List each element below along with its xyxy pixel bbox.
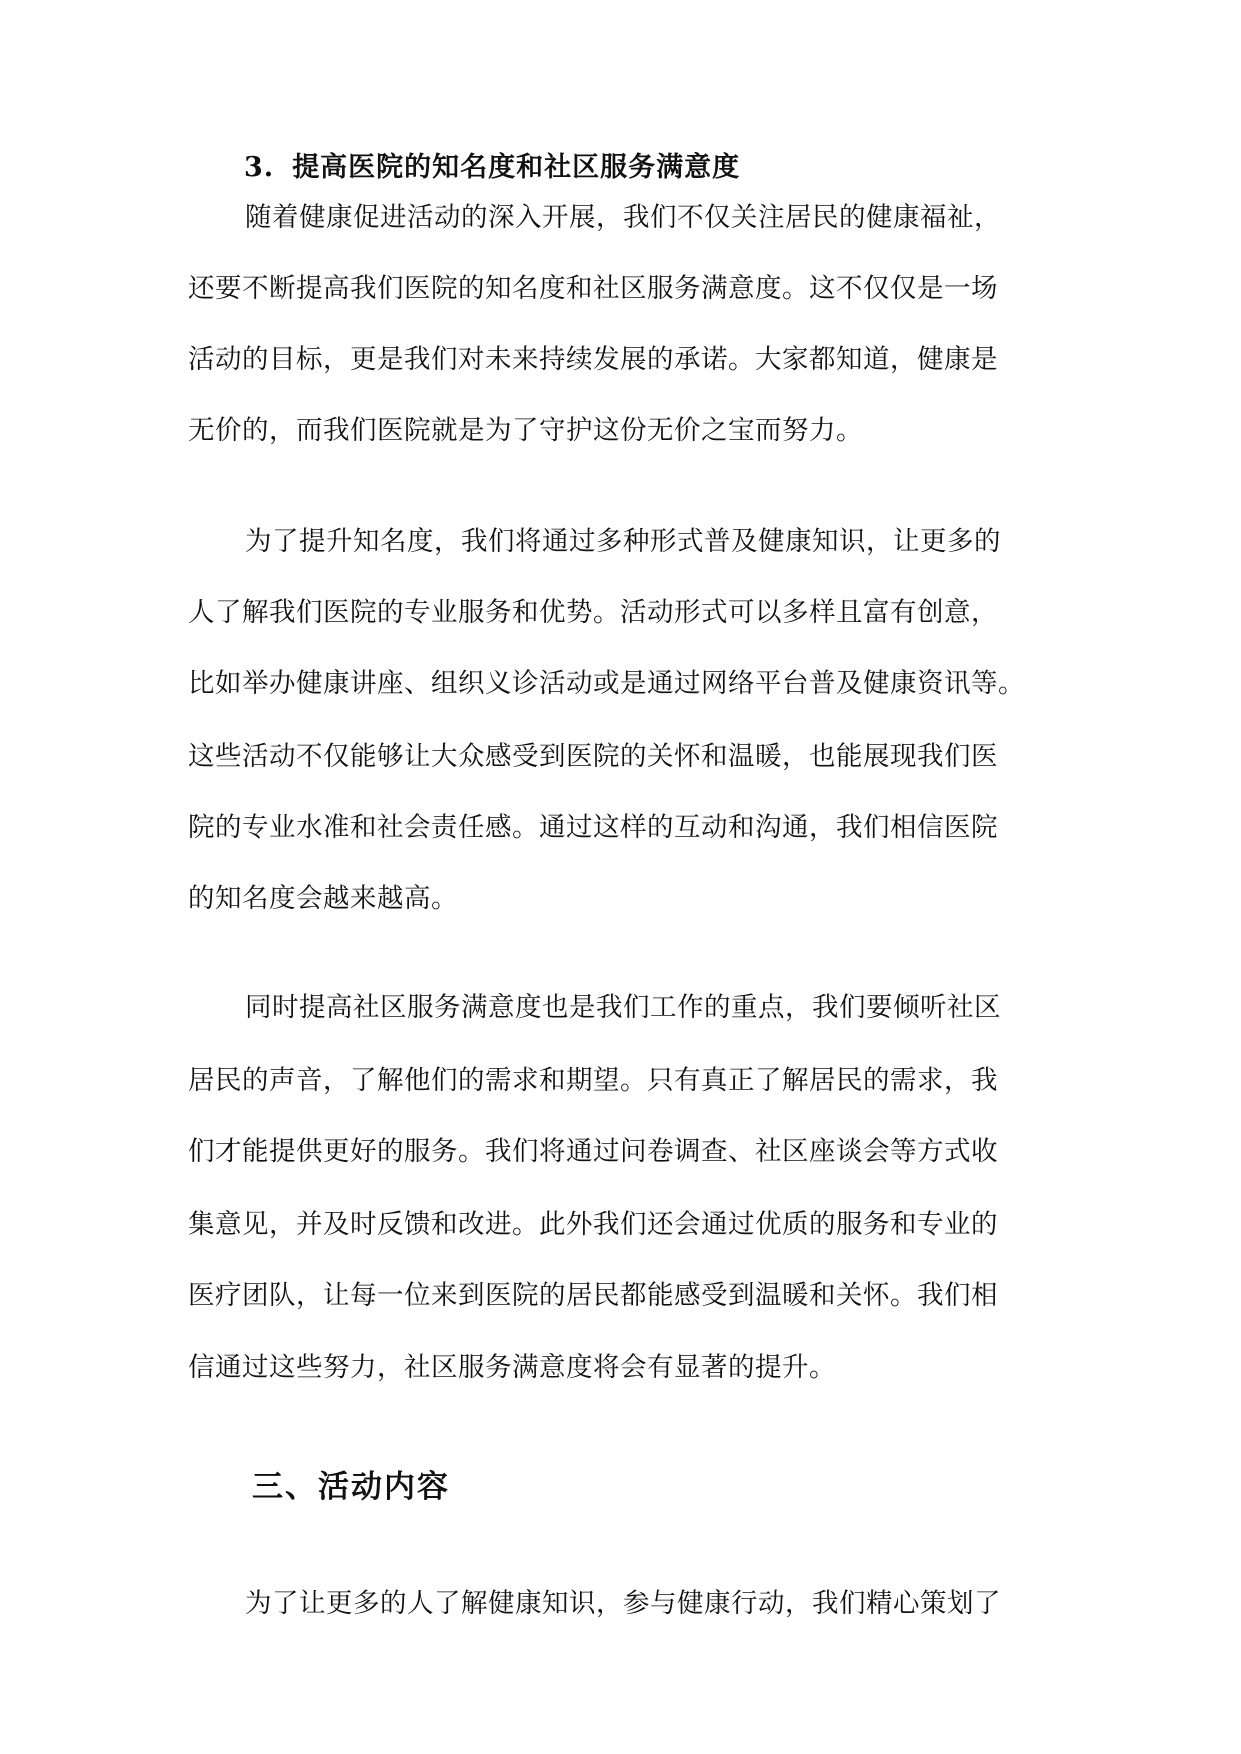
paragraph-line: 人了解我们医院的专业服务和优势。活动形式可以多样且富有创意，	[188, 597, 998, 628]
paragraph-line: 医疗团队，让每一位来到医院的居民都能感受到温暖和关怀。我们相	[188, 1280, 998, 1311]
subheading-number: 3.	[244, 152, 275, 183]
paragraph-line: 同时提高社区服务满意度也是我们工作的重点，我们要倾听社区	[245, 992, 1001, 1023]
section-heading: 三、活动内容	[252, 1469, 450, 1505]
paragraph-line: 的知名度会越来越高。	[188, 883, 458, 914]
paragraph-line: 比如举办健康讲座、组织义诊活动或是通过网络平台普及健康资讯等。	[188, 668, 1025, 699]
paragraph-line: 活动的目标，更是我们对未来持续发展的承诺。大家都知道，健康是	[188, 344, 998, 375]
paragraph-line: 集意见，并及时反馈和改进。此外我们还会通过优质的服务和专业的	[188, 1209, 998, 1240]
subheading	[244, 148, 740, 188]
paragraph-line: 为了让更多的人了解健康知识，参与健康行动，我们精心策划了	[245, 1588, 1001, 1619]
paragraph-line: 们才能提供更好的服务。我们将通过问卷调查、社区座谈会等方式收	[188, 1136, 998, 1167]
paragraph-line: 随着健康促进活动的深入开展，我们不仅关注居民的健康福祉，	[245, 202, 1001, 233]
paragraph-line: 还要不断提高我们医院的知名度和社区服务满意度。这不仅仅是一场	[188, 273, 998, 304]
paragraph-line: 居民的声音，了解他们的需求和期望。只有真正了解居民的需求，我	[188, 1065, 998, 1096]
paragraph-line: 为了提升知名度，我们将通过多种形式普及健康知识，让更多的	[245, 526, 1001, 557]
subheading-text: 提高医院的知名度和社区服务满意度	[292, 152, 741, 183]
paragraph-line: 这些活动不仅能够让大众感受到医院的关怀和温暖，也能展现我们医	[188, 741, 998, 772]
paragraph-line: 信通过这些努力，社区服务满意度将会有显著的提升。	[188, 1352, 836, 1383]
paragraph-line: 无价的，而我们医院就是为了守护这份无价之宝而努力。	[188, 415, 863, 446]
paragraph-line: 院的专业水准和社会责任感。通过这样的互动和沟通，我们相信医院	[188, 812, 998, 843]
